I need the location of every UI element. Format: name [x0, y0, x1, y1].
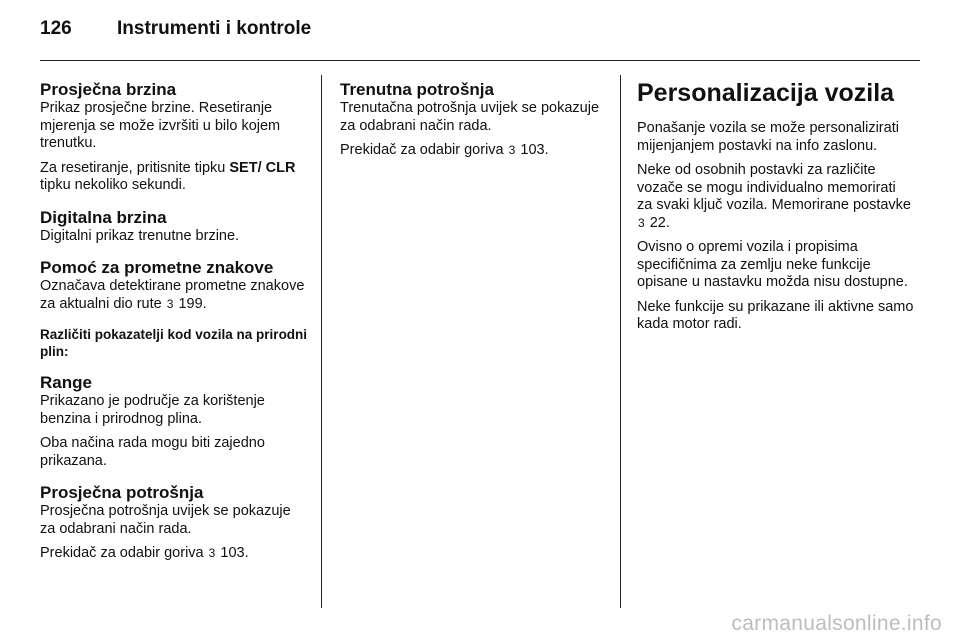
chapter-heading: Personalizacija vozila [637, 79, 895, 107]
section-instant-consumption [340, 80, 608, 160]
section-heading: Digitalna brzina [40, 207, 167, 227]
body-text: Digitalni prikaz trenutne brzine. [40, 227, 240, 244]
body-text [40, 278, 308, 313]
section-cng-indicators [40, 326, 308, 360]
body-text: Prikaz prosječne brzine. Resetiranje mjerenja se može izvršiti u bilo kojem trenutku. [40, 100, 281, 151]
column-divider-right [620, 75, 621, 608]
text-span: Označava detektirane prometne znakove za aktualni dio rute [40, 278, 305, 312]
page-reference-icon: 3 [166, 296, 174, 311]
section-traffic-sign-assist [40, 258, 308, 313]
body-text: Oba načina rada mogu biti zajedno prikazana. [40, 435, 265, 469]
text-span: tipku nekoliko sekundi. [40, 177, 186, 193]
body-text [40, 545, 308, 563]
section-heading: Pomoć za prometne znakove [40, 258, 274, 277]
page-reference-icon: 3 [638, 215, 645, 230]
watermark: carmanualsonline.info [731, 612, 942, 635]
subsection-heading: Različiti pokazatelji kod vozila na prirodni plin: [40, 327, 308, 359]
column-right [637, 80, 915, 341]
section-heading: Prosječna potrošnja [40, 483, 204, 502]
page-reference-link[interactable]: 103. [520, 142, 549, 158]
section-heading: Range [40, 373, 92, 392]
text-span: Neke od osobnih postavki za različite vozače se mogu individualno memorirati za svaki ključ vozila. Memorirane postavke [637, 162, 911, 213]
body-text: Ponašanje vozila se može personalizirati mijenjanjem postavki na info zaslonu. [637, 120, 899, 154]
column-middle [340, 80, 608, 173]
page-reference-link[interactable]: 22. [649, 214, 670, 231]
body-text: Trenutačna potrošnja uvijek se pokazuje za odabrani način rada. [340, 100, 600, 134]
header-divider [40, 60, 920, 61]
section-heading: Trenutna potrošnja [340, 80, 494, 99]
section-heading: Prosječna brzina [40, 80, 177, 99]
body-text: Prosječna potrošnja uvijek se pokazuje za odabrani način rada. [40, 503, 291, 537]
page-reference-link[interactable]: 103. [220, 545, 249, 561]
page-number: 126 [40, 18, 72, 39]
section-average-speed [40, 80, 308, 195]
body-text [340, 142, 608, 160]
body-text [40, 160, 308, 195]
text-span: Prekidač za odabir goriva [340, 142, 504, 158]
body-text: Prikazano je područje za korištenje benzina i prirodnog plina. [40, 393, 265, 427]
column-divider-left [321, 75, 322, 608]
column-left [40, 80, 308, 576]
text-span: Prekidač za odabir goriva [40, 545, 204, 561]
body-text: Neke funkcije su prikazane ili aktivne samo kada motor radi. [637, 298, 914, 332]
text-span: Za resetiranje, pritisnite tipku [40, 159, 230, 176]
page-reference-icon: 3 [208, 546, 216, 560]
page-header [40, 18, 311, 52]
page-title: Instrumenti i kontrole [117, 18, 312, 39]
page-reference-icon: 3 [508, 143, 516, 157]
section-average-consumption [40, 483, 308, 563]
body-text: Ovisno o opremi vozila i propisima specifičnima za zemlju neke funkcije opisane u nastavku možda nisu dostupne. [637, 239, 908, 290]
section-range [40, 373, 308, 470]
button-name-set-clr: SET/ CLR [229, 159, 296, 176]
section-digital-speed [40, 208, 308, 246]
body-text [637, 162, 915, 232]
page-reference-link[interactable]: 199. [178, 295, 207, 312]
